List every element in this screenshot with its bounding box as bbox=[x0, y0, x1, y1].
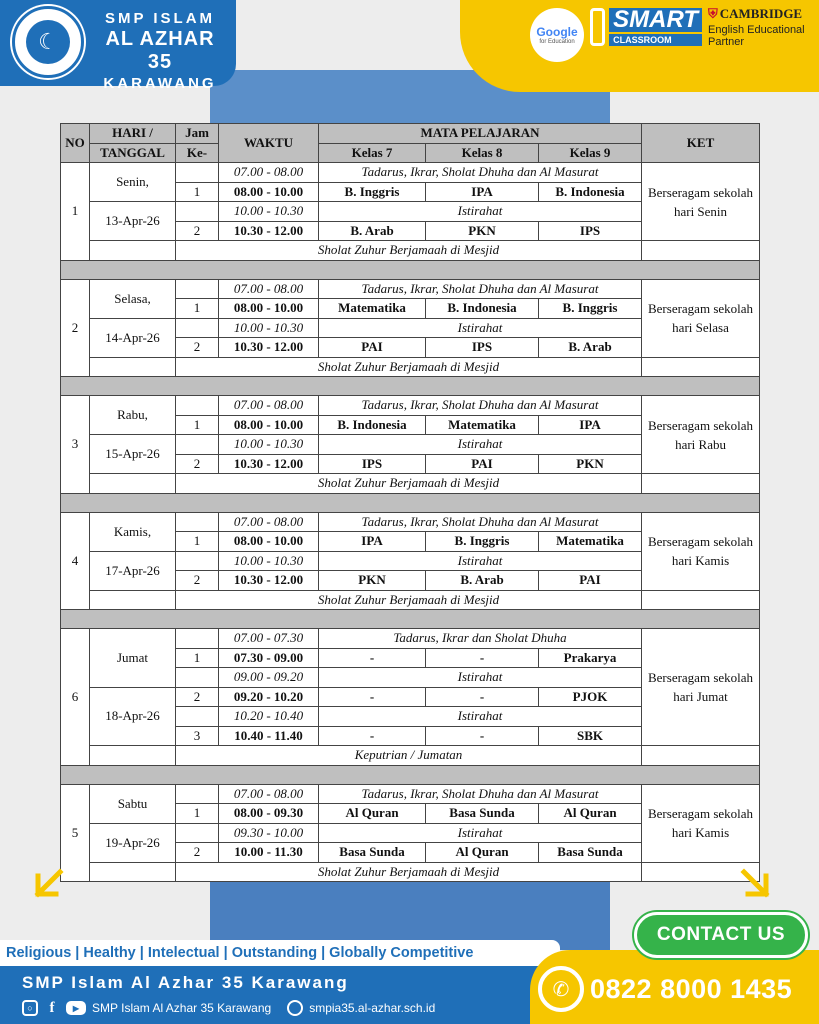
cambridge-badge bbox=[708, 6, 816, 48]
schedule-footer-row bbox=[61, 590, 760, 610]
subject-kelas-7: - bbox=[319, 687, 426, 707]
day-separator bbox=[61, 377, 760, 396]
schedule-footer-row bbox=[61, 746, 760, 766]
jam-ke-cell: 1 bbox=[176, 532, 219, 552]
day-number: 5 bbox=[61, 784, 90, 882]
subject-kelas-7: Al Quran bbox=[319, 804, 426, 824]
day-number: 3 bbox=[61, 396, 90, 494]
subject-kelas-9: B. Inggris bbox=[539, 299, 642, 319]
header-jam: Jam bbox=[176, 124, 219, 144]
time-cell: 07.00 - 08.00 bbox=[219, 396, 319, 416]
subject-kelas-7: - bbox=[319, 648, 426, 668]
smart-text: SMART bbox=[609, 8, 702, 32]
day-separator bbox=[61, 765, 760, 784]
subject-kelas-7: B. Arab bbox=[319, 221, 426, 241]
subject-kelas-8: B. Indonesia bbox=[426, 299, 539, 319]
schedule-footer-row bbox=[61, 862, 760, 882]
header-kelas-7: Kelas 7 bbox=[319, 143, 426, 163]
empty-cell bbox=[90, 474, 176, 494]
header-row-1 bbox=[61, 124, 760, 144]
day-number: 6 bbox=[61, 629, 90, 766]
activity-cell: Tadarus, Ikrar dan Sholat Dhuha bbox=[319, 629, 642, 649]
time-cell: 08.00 - 10.00 bbox=[219, 415, 319, 435]
empty-cell bbox=[90, 746, 176, 766]
time-cell: 08.00 - 09.30 bbox=[219, 804, 319, 824]
activity-cell: Istirahat bbox=[319, 202, 642, 222]
empty-cell bbox=[90, 357, 176, 377]
jam-ke-cell: 3 bbox=[176, 726, 219, 746]
activity-cell: Istirahat bbox=[319, 707, 642, 727]
day-name: Rabu, bbox=[90, 396, 176, 435]
subject-kelas-8: PKN bbox=[426, 221, 539, 241]
school-name bbox=[92, 10, 228, 92]
header-ke: Ke- bbox=[176, 143, 219, 163]
day-date: 17-Apr-26 bbox=[90, 551, 176, 590]
prayer-note: Sholat Zuhur Berjamaah di Mesjid bbox=[176, 241, 642, 261]
jam-ke-cell bbox=[176, 707, 219, 727]
day-name: Jumat bbox=[90, 629, 176, 688]
uniform-note: Berseragam sekolah hari Senin bbox=[642, 163, 760, 241]
time-cell: 07.00 - 08.00 bbox=[219, 163, 319, 183]
subject-kelas-8: B. Inggris bbox=[426, 532, 539, 552]
subject-kelas-9: B. Arab bbox=[539, 338, 642, 358]
prayer-note: Sholat Zuhur Berjamaah di Mesjid bbox=[176, 590, 642, 610]
jam-ke-cell: 1 bbox=[176, 648, 219, 668]
tagline-text: Religious | Healthy | Intelectual | Outstanding | Globally Competitive bbox=[6, 945, 474, 961]
globe-icon bbox=[287, 1000, 303, 1016]
instagram-icon[interactable]: ○ bbox=[22, 1000, 38, 1016]
subject-kelas-7: PKN bbox=[319, 571, 426, 591]
background-strip-lower bbox=[210, 870, 610, 950]
subject-kelas-9: IPS bbox=[539, 221, 642, 241]
subject-kelas-7: Basa Sunda bbox=[319, 843, 426, 863]
schedule-row bbox=[61, 629, 760, 649]
jam-ke-cell bbox=[176, 784, 219, 804]
day-date: 18-Apr-26 bbox=[90, 687, 176, 746]
jam-ke-cell bbox=[176, 823, 219, 843]
header-tanggal: TANGGAL bbox=[90, 143, 176, 163]
uniform-note: Berseragam sekolah hari Kamis bbox=[642, 784, 760, 862]
header-waktu: WAKTU bbox=[219, 124, 319, 163]
time-cell: 10.00 - 11.30 bbox=[219, 843, 319, 863]
time-cell: 08.00 - 10.00 bbox=[219, 299, 319, 319]
activity-cell: Tadarus, Ikrar, Sholat Dhuha dan Al Masurat bbox=[319, 512, 642, 532]
schedule-row bbox=[61, 784, 760, 804]
schedule-footer-row bbox=[61, 357, 760, 377]
time-cell: 07.00 - 08.00 bbox=[219, 279, 319, 299]
separator-cell bbox=[61, 260, 760, 279]
schedule-footer-row bbox=[61, 241, 760, 261]
time-cell: 10.20 - 10.40 bbox=[219, 707, 319, 727]
time-cell: 09.20 - 10.20 bbox=[219, 687, 319, 707]
phone-number[interactable]: 0822 8000 1435 bbox=[590, 973, 793, 1004]
subject-kelas-9: Matematika bbox=[539, 532, 642, 552]
day-date: 13-Apr-26 bbox=[90, 202, 176, 241]
subject-kelas-9: Prakarya bbox=[539, 648, 642, 668]
subject-kelas-9: B. Indonesia bbox=[539, 182, 642, 202]
jam-ke-cell bbox=[176, 512, 219, 532]
time-cell: 07.30 - 09.00 bbox=[219, 648, 319, 668]
google-logo-text: Google bbox=[536, 25, 578, 39]
activity-cell: Tadarus, Ikrar, Sholat Dhuha dan Al Masurat bbox=[319, 163, 642, 183]
jam-ke-cell: 1 bbox=[176, 415, 219, 435]
subject-kelas-9: Al Quran bbox=[539, 804, 642, 824]
subject-kelas-7: Matematika bbox=[319, 299, 426, 319]
time-cell: 10.40 - 11.40 bbox=[219, 726, 319, 746]
jam-ke-cell bbox=[176, 396, 219, 416]
subject-kelas-9: PAI bbox=[539, 571, 642, 591]
schedule-row bbox=[61, 163, 760, 183]
empty-cell bbox=[90, 862, 176, 882]
time-cell: 09.30 - 10.00 bbox=[219, 823, 319, 843]
school-header bbox=[0, 0, 236, 92]
smart-classroom-badge bbox=[590, 6, 702, 48]
time-cell: 07.00 - 08.00 bbox=[219, 784, 319, 804]
subject-kelas-7: PAI bbox=[319, 338, 426, 358]
day-separator bbox=[61, 610, 760, 629]
jam-ke-cell: 2 bbox=[176, 338, 219, 358]
subject-kelas-9: IPA bbox=[539, 415, 642, 435]
school-logo bbox=[12, 6, 84, 78]
arrow-icon bbox=[740, 868, 770, 898]
header-hari: HARI / bbox=[90, 124, 176, 144]
header-no: NO bbox=[61, 124, 90, 163]
day-number: 4 bbox=[61, 512, 90, 610]
empty-cell bbox=[642, 590, 760, 610]
subject-kelas-8: Matematika bbox=[426, 415, 539, 435]
arrow-icon bbox=[34, 868, 64, 898]
separator-cell bbox=[61, 765, 760, 784]
activity-cell: Tadarus, Ikrar, Sholat Dhuha dan Al Masurat bbox=[319, 396, 642, 416]
prayer-note: Sholat Zuhur Berjamaah di Mesjid bbox=[176, 357, 642, 377]
time-cell: 07.00 - 08.00 bbox=[219, 512, 319, 532]
time-cell: 08.00 - 10.00 bbox=[219, 182, 319, 202]
mosque-icon: ☾ bbox=[26, 20, 70, 64]
jam-ke-cell: 1 bbox=[176, 804, 219, 824]
time-cell: 10.30 - 12.00 bbox=[219, 338, 319, 358]
schedule-row bbox=[61, 279, 760, 299]
time-cell: 07.00 - 07.30 bbox=[219, 629, 319, 649]
jam-ke-cell bbox=[176, 668, 219, 688]
website-link[interactable]: smpia35.al-azhar.sch.id bbox=[309, 1001, 436, 1015]
cambridge-title: CAMBRIDGE bbox=[719, 6, 803, 21]
day-date: 14-Apr-26 bbox=[90, 318, 176, 357]
header-ket: KET bbox=[642, 124, 760, 163]
prayer-note: Sholat Zuhur Berjamaah di Mesjid bbox=[176, 862, 642, 882]
jam-ke-cell: 2 bbox=[176, 454, 219, 474]
time-cell: 10.00 - 10.30 bbox=[219, 202, 319, 222]
empty-cell bbox=[642, 474, 760, 494]
activity-cell: Istirahat bbox=[319, 823, 642, 843]
activity-cell: Tadarus, Ikrar, Sholat Dhuha dan Al Masurat bbox=[319, 279, 642, 299]
footer-school-name: SMP Islam Al Azhar 35 Karawang bbox=[22, 973, 349, 992]
subject-kelas-8: B. Arab bbox=[426, 571, 539, 591]
tagline-bar bbox=[0, 940, 560, 966]
subject-kelas-7: B. Indonesia bbox=[319, 415, 426, 435]
time-cell: 10.30 - 12.00 bbox=[219, 571, 319, 591]
google-sub-text: for Education bbox=[539, 39, 575, 45]
activity-cell: Istirahat bbox=[319, 318, 642, 338]
uniform-note: Berseragam sekolah hari Kamis bbox=[642, 512, 760, 590]
subject-kelas-9: SBK bbox=[539, 726, 642, 746]
subject-kelas-9: Basa Sunda bbox=[539, 843, 642, 863]
day-separator bbox=[61, 260, 760, 279]
cambridge-subtitle: English Educational Partner bbox=[708, 24, 805, 48]
classroom-text: CLASSROOM bbox=[609, 34, 702, 46]
subject-kelas-9: PKN bbox=[539, 454, 642, 474]
subject-kelas-8: - bbox=[426, 648, 539, 668]
activity-cell: Istirahat bbox=[319, 668, 642, 688]
time-cell: 10.00 - 10.30 bbox=[219, 551, 319, 571]
empty-cell bbox=[642, 357, 760, 377]
jam-ke-cell bbox=[176, 318, 219, 338]
subject-kelas-8: PAI bbox=[426, 454, 539, 474]
jam-ke-cell bbox=[176, 629, 219, 649]
jam-ke-cell bbox=[176, 551, 219, 571]
jam-ke-cell: 2 bbox=[176, 843, 219, 863]
day-name: Sabtu bbox=[90, 784, 176, 823]
school-name-line1: SMP ISLAM bbox=[104, 10, 216, 27]
day-separator bbox=[61, 493, 760, 512]
subject-kelas-8: - bbox=[426, 687, 539, 707]
schedule-footer-row bbox=[61, 474, 760, 494]
google-for-education-badge bbox=[530, 8, 584, 62]
uniform-note: Berseragam sekolah hari Selasa bbox=[642, 279, 760, 357]
header-mata-pelajaran: MATA PELAJARAN bbox=[319, 124, 642, 144]
time-cell: 08.00 - 10.00 bbox=[219, 532, 319, 552]
school-name-line3: KARAWANG bbox=[103, 75, 217, 92]
subject-kelas-7: B. Inggris bbox=[319, 182, 426, 202]
schedule-table bbox=[60, 123, 760, 882]
time-cell: 10.00 - 10.30 bbox=[219, 435, 319, 455]
subject-kelas-8: Al Quran bbox=[426, 843, 539, 863]
header-kelas-9: Kelas 9 bbox=[539, 143, 642, 163]
prayer-note: Sholat Zuhur Berjamaah di Mesjid bbox=[176, 474, 642, 494]
empty-cell bbox=[642, 241, 760, 261]
contact-us-button[interactable]: CONTACT US bbox=[634, 912, 808, 958]
subject-kelas-9: PJOK bbox=[539, 687, 642, 707]
subject-kelas-7: - bbox=[319, 726, 426, 746]
jam-ke-cell: 1 bbox=[176, 182, 219, 202]
day-date: 19-Apr-26 bbox=[90, 823, 176, 862]
jam-ke-cell: 1 bbox=[176, 299, 219, 319]
social-account-name: SMP Islam Al Azhar 35 Karawang bbox=[92, 1001, 272, 1015]
schedule-row bbox=[61, 512, 760, 532]
header-kelas-8: Kelas 8 bbox=[426, 143, 539, 163]
time-cell: 10.30 - 12.00 bbox=[219, 221, 319, 241]
uniform-note: Berseragam sekolah hari Jumat bbox=[642, 629, 760, 746]
separator-cell bbox=[61, 610, 760, 629]
empty-cell bbox=[90, 241, 176, 261]
jam-ke-cell: 2 bbox=[176, 221, 219, 241]
facebook-icon[interactable]: f bbox=[49, 999, 55, 1016]
empty-cell bbox=[642, 746, 760, 766]
jam-ke-cell bbox=[176, 435, 219, 455]
day-name: Kamis, bbox=[90, 512, 176, 551]
day-number: 1 bbox=[61, 163, 90, 261]
subject-kelas-8: Basa Sunda bbox=[426, 804, 539, 824]
uniform-note: Berseragam sekolah hari Rabu bbox=[642, 396, 760, 474]
jam-ke-cell bbox=[176, 202, 219, 222]
day-name: Senin, bbox=[90, 163, 176, 202]
phone-contact[interactable] bbox=[538, 966, 792, 1012]
day-name: Selasa, bbox=[90, 279, 176, 318]
board-icon bbox=[590, 8, 605, 46]
day-date: 15-Apr-26 bbox=[90, 435, 176, 474]
subject-kelas-8: IPS bbox=[426, 338, 539, 358]
jam-ke-cell bbox=[176, 163, 219, 183]
prayer-note: Keputrian / Jumatan bbox=[176, 746, 642, 766]
subject-kelas-8: IPA bbox=[426, 182, 539, 202]
subject-kelas-7: IPS bbox=[319, 454, 426, 474]
youtube-icon[interactable]: ▶ bbox=[66, 1001, 86, 1015]
time-cell: 09.00 - 09.20 bbox=[219, 668, 319, 688]
schedule-row bbox=[61, 396, 760, 416]
separator-cell bbox=[61, 493, 760, 512]
school-name-line2: AL AZHAR 35 bbox=[105, 28, 215, 73]
subject-kelas-8: - bbox=[426, 726, 539, 746]
separator-cell bbox=[61, 377, 760, 396]
footer-info bbox=[0, 966, 545, 1024]
activity-cell: Istirahat bbox=[319, 435, 642, 455]
time-cell: 10.00 - 10.30 bbox=[219, 318, 319, 338]
day-number: 2 bbox=[61, 279, 90, 377]
whatsapp-icon: ✆ bbox=[538, 966, 584, 1012]
empty-cell bbox=[90, 590, 176, 610]
jam-ke-cell: 2 bbox=[176, 571, 219, 591]
activity-cell: Tadarus, Ikrar, Sholat Dhuha dan Al Masurat bbox=[319, 784, 642, 804]
subject-kelas-7: IPA bbox=[319, 532, 426, 552]
time-cell: 10.30 - 12.00 bbox=[219, 454, 319, 474]
shield-icon: ⛨ bbox=[708, 6, 718, 21]
activity-cell: Istirahat bbox=[319, 551, 642, 571]
jam-ke-cell: 2 bbox=[176, 687, 219, 707]
jam-ke-cell bbox=[176, 279, 219, 299]
